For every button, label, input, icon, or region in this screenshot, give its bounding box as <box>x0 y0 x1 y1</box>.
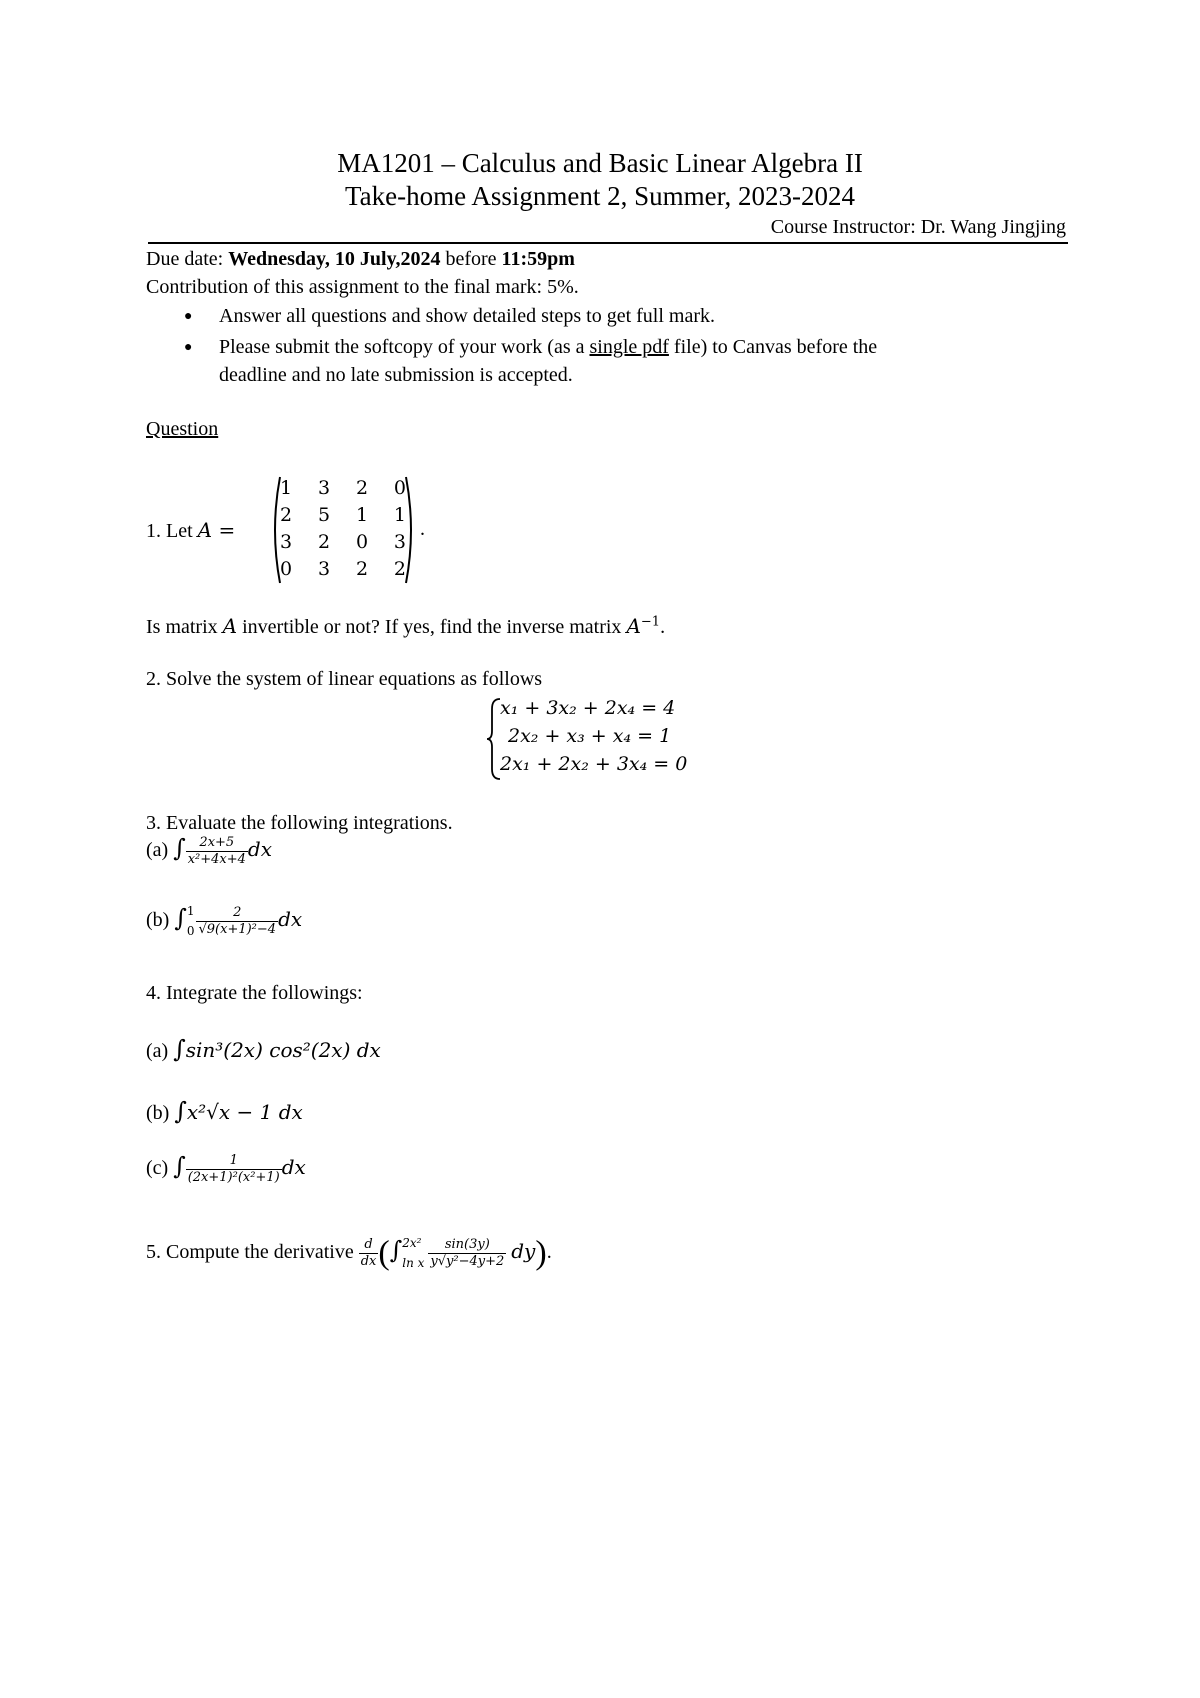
instruction-2-post: file) to Canvas before the <box>668 336 878 358</box>
matrix-a <box>268 475 418 585</box>
q3b-upper: 1 <box>186 904 195 919</box>
q1-inverse: A <box>626 614 641 638</box>
matrix-row <box>280 477 406 499</box>
q3b <box>146 900 302 939</box>
q4-text: 4. Integrate the followings: <box>146 982 363 1004</box>
integral-icon: ∫ <box>174 904 187 932</box>
matrix-row <box>280 558 406 580</box>
question-heading: Question <box>146 418 219 440</box>
q2-eq3: 2x₁ + 2x₂ + 3x₄ = 0 <box>500 753 688 775</box>
bullet-icon: ● <box>184 340 193 355</box>
q5-lower: ln x <box>402 1256 425 1271</box>
due-date-line <box>146 248 575 271</box>
q3b-label: (b) <box>146 909 170 931</box>
q1-inverse-sup: −1 <box>640 614 661 630</box>
q3a <box>146 830 272 868</box>
matrix-cell: 2 <box>355 558 369 580</box>
q3a-fraction <box>186 835 248 868</box>
contribution-line: Contribution of this assignment to the final mark: 5%. <box>146 276 579 298</box>
q4a <box>146 1034 381 1066</box>
matrix-row <box>280 504 406 526</box>
q3b-fraction <box>196 905 278 938</box>
q4a-expr: sin³(2x) cos²(2x) dx <box>185 1038 381 1062</box>
matrix-cell: 0 <box>355 531 369 553</box>
q3b-lower: 0 <box>186 924 195 939</box>
integral-icon: ∫ <box>173 834 186 862</box>
matrix-cell: 2 <box>393 558 406 580</box>
right-paren-icon <box>404 475 418 585</box>
q1-var: A = <box>197 518 236 542</box>
q5-upper: 2x² <box>402 1236 422 1251</box>
matrix-cell: 3 <box>393 531 406 553</box>
q2-text: 2. Solve the system of linear equations as follows <box>146 668 543 690</box>
q3a-dx: dx <box>247 837 273 861</box>
matrix-cell: 1 <box>355 504 369 526</box>
course-title: MA1201 – Calculus and Basic Linear Algebra II <box>337 148 863 178</box>
q5-dy: dy <box>511 1239 536 1263</box>
close-paren-icon: ) <box>535 1234 547 1272</box>
q4c-numerator: 1 <box>229 1152 238 1168</box>
q1-let: 1. Let <box>146 520 198 542</box>
due-date-prefix: Due date: <box>146 248 229 270</box>
q1-text-var: A <box>222 614 238 638</box>
instruction-2-line2: deadline and no late submission is accepted. <box>219 364 573 386</box>
matrix-row <box>280 531 406 553</box>
q4b-label: (b) <box>146 1102 170 1124</box>
integral-icon: ∫ <box>174 1097 187 1125</box>
q4b <box>146 1096 303 1128</box>
q5-d-den: dx <box>360 1253 377 1269</box>
q5-derivative <box>359 1237 379 1270</box>
q4a-label: (a) <box>146 1040 169 1062</box>
q1-text-end: . <box>660 616 666 638</box>
q4c-label: (c) <box>146 1157 169 1179</box>
q4c-fraction <box>186 1153 282 1186</box>
q5-numerator: sin(3y) <box>444 1236 490 1252</box>
matrix-cell: 2 <box>355 477 369 499</box>
due-date: Wednesday, 10 July,2024 <box>228 248 441 270</box>
assignment-title: Take-home Assignment 2, Summer, 2023-2024 <box>345 181 855 211</box>
header-rule <box>148 242 1068 244</box>
q5-d-num: d <box>364 1236 373 1252</box>
matrix-cell: 2 <box>317 531 331 553</box>
instructor: Course Instructor: Dr. Wang Jingjing <box>770 216 1066 238</box>
integral-icon: ∫ <box>173 1035 186 1063</box>
q4c <box>146 1148 306 1186</box>
q5-text: 5. Compute the derivative <box>146 1241 359 1263</box>
matrix-cell: 3 <box>280 531 293 553</box>
q5-denominator: y√y²−4y+2 <box>430 1253 505 1269</box>
q3a-label: (a) <box>146 839 169 861</box>
instruction-1: Answer all questions and show detailed steps to get full mark. <box>219 305 716 327</box>
matrix-cell: 3 <box>317 558 331 580</box>
matrix-cell: 1 <box>393 504 406 526</box>
integral-icon: ∫ <box>389 1236 403 1264</box>
instruction-2 <box>219 336 877 359</box>
matrix-cell: 3 <box>317 477 331 499</box>
integral-icon: ∫ <box>173 1152 186 1180</box>
matrix-cell: 2 <box>280 504 293 526</box>
due-before: before <box>440 248 502 270</box>
single-pdf-text: single pdf <box>589 336 669 358</box>
q1-text-mid: invertible or not? If yes, find the inverse matrix <box>237 616 627 638</box>
matrix-cell: 0 <box>280 558 293 580</box>
q3a-numerator: 2x+5 <box>199 834 235 850</box>
q1-question <box>146 614 665 639</box>
q4c-denominator: (2x+1)²(x²+1) <box>187 1169 280 1185</box>
q1-text-pre: Is matrix <box>146 616 223 638</box>
q1-label <box>146 518 235 543</box>
q5-limits <box>402 1235 424 1271</box>
q3b-denominator: √9(x+1)²−4 <box>198 921 277 937</box>
q3b-dx: dx <box>278 907 303 931</box>
q2-eq1: x₁ + 3x₂ + 2x₄ = 4 <box>500 697 676 719</box>
q4c-dx: dx <box>281 1155 306 1179</box>
q5-period: . <box>546 1241 552 1263</box>
q5 <box>146 1230 552 1273</box>
q2-eq2: 2x₂ + x₃ + x₄ = 1 <box>508 725 672 747</box>
due-time: 11:59pm <box>501 248 575 270</box>
instruction-2-pre: Please submit the softcopy of your work (as a <box>219 336 590 358</box>
matrix-cell: 5 <box>317 504 331 526</box>
open-paren-icon: ( <box>378 1234 390 1272</box>
q5-fraction <box>428 1237 506 1270</box>
q4b-expr: x²√x − 1 dx <box>186 1100 303 1124</box>
q3b-numerator: 2 <box>233 904 242 920</box>
matrix-cell: 1 <box>280 477 293 499</box>
q3a-denominator: x²+4x+4 <box>187 851 246 867</box>
q3b-limits <box>187 903 195 939</box>
q3-text: 3. Evaluate the following integrations. <box>146 812 453 834</box>
q1-period: . <box>420 518 425 540</box>
bullet-icon: ● <box>184 309 193 324</box>
matrix-cell: 0 <box>393 477 406 499</box>
